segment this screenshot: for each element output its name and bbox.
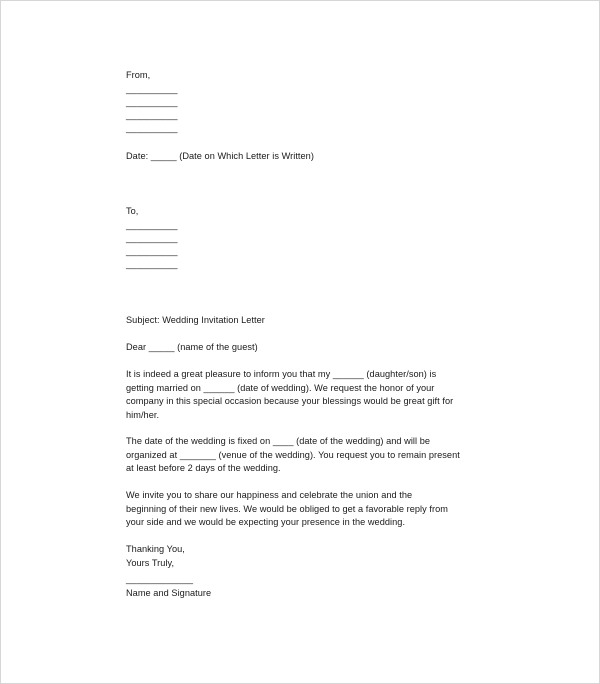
- paragraph-line: The date of the wedding is fixed on ____ (date of the wedding) and will be: [126, 436, 431, 446]
- closing-block: [126, 543, 211, 600]
- date-line: Date: _____ (Date on Which Letter is Written): [126, 151, 314, 161]
- from-address-line: __________: [126, 83, 178, 94]
- signature-label: Name and Signature: [126, 587, 212, 598]
- to-address-line: __________: [126, 219, 178, 230]
- from-address-line: __________: [126, 96, 178, 107]
- paragraph-line: him/her.: [126, 409, 160, 420]
- paragraph-line: at least before 2 days of the wedding.: [126, 463, 281, 473]
- from-address-line: __________: [126, 123, 178, 134]
- to-address-line: __________: [126, 259, 178, 270]
- paragraph-line: company in this special occasion because your blessings would be great gift for: [126, 396, 454, 406]
- from-block: [126, 69, 178, 135]
- paragraph-line: organized at _______ (venue of the wedding). You request you to remain present: [126, 449, 460, 460]
- paragraph: [126, 368, 453, 422]
- subject-line: Subject: Wedding Invitation Letter: [126, 315, 265, 325]
- paragraph-line: beginning of their new lives. We would be obliged to get a favorable reply from: [126, 503, 448, 514]
- paragraph: [126, 489, 448, 530]
- from-label: From,: [126, 70, 151, 80]
- paragraph: [126, 435, 460, 476]
- signature-line: _____________: [126, 574, 194, 584]
- paragraph-line: We invite you to share our happiness and celebrate the union and the: [126, 490, 413, 500]
- to-label: To,: [126, 206, 139, 216]
- to-block: [126, 205, 178, 271]
- paragraph-line: your side and we would be expecting your presence in the wedding.: [126, 517, 406, 527]
- salutation: Dear _____ (name of the guest): [126, 342, 258, 352]
- to-address-line: __________: [126, 245, 178, 256]
- paragraph-line: It is indeed a great pleasure to inform you that my ______ (daughter/son) is: [126, 369, 437, 379]
- to-address-line: __________: [126, 232, 178, 243]
- closing-thanks: Thanking You,: [126, 544, 185, 554]
- closing-sign-off: Yours Truly,: [126, 557, 175, 568]
- from-address-line: __________: [126, 109, 178, 120]
- paragraph-line: getting married on ______ (date of wedding). We request the honor of your: [126, 382, 435, 393]
